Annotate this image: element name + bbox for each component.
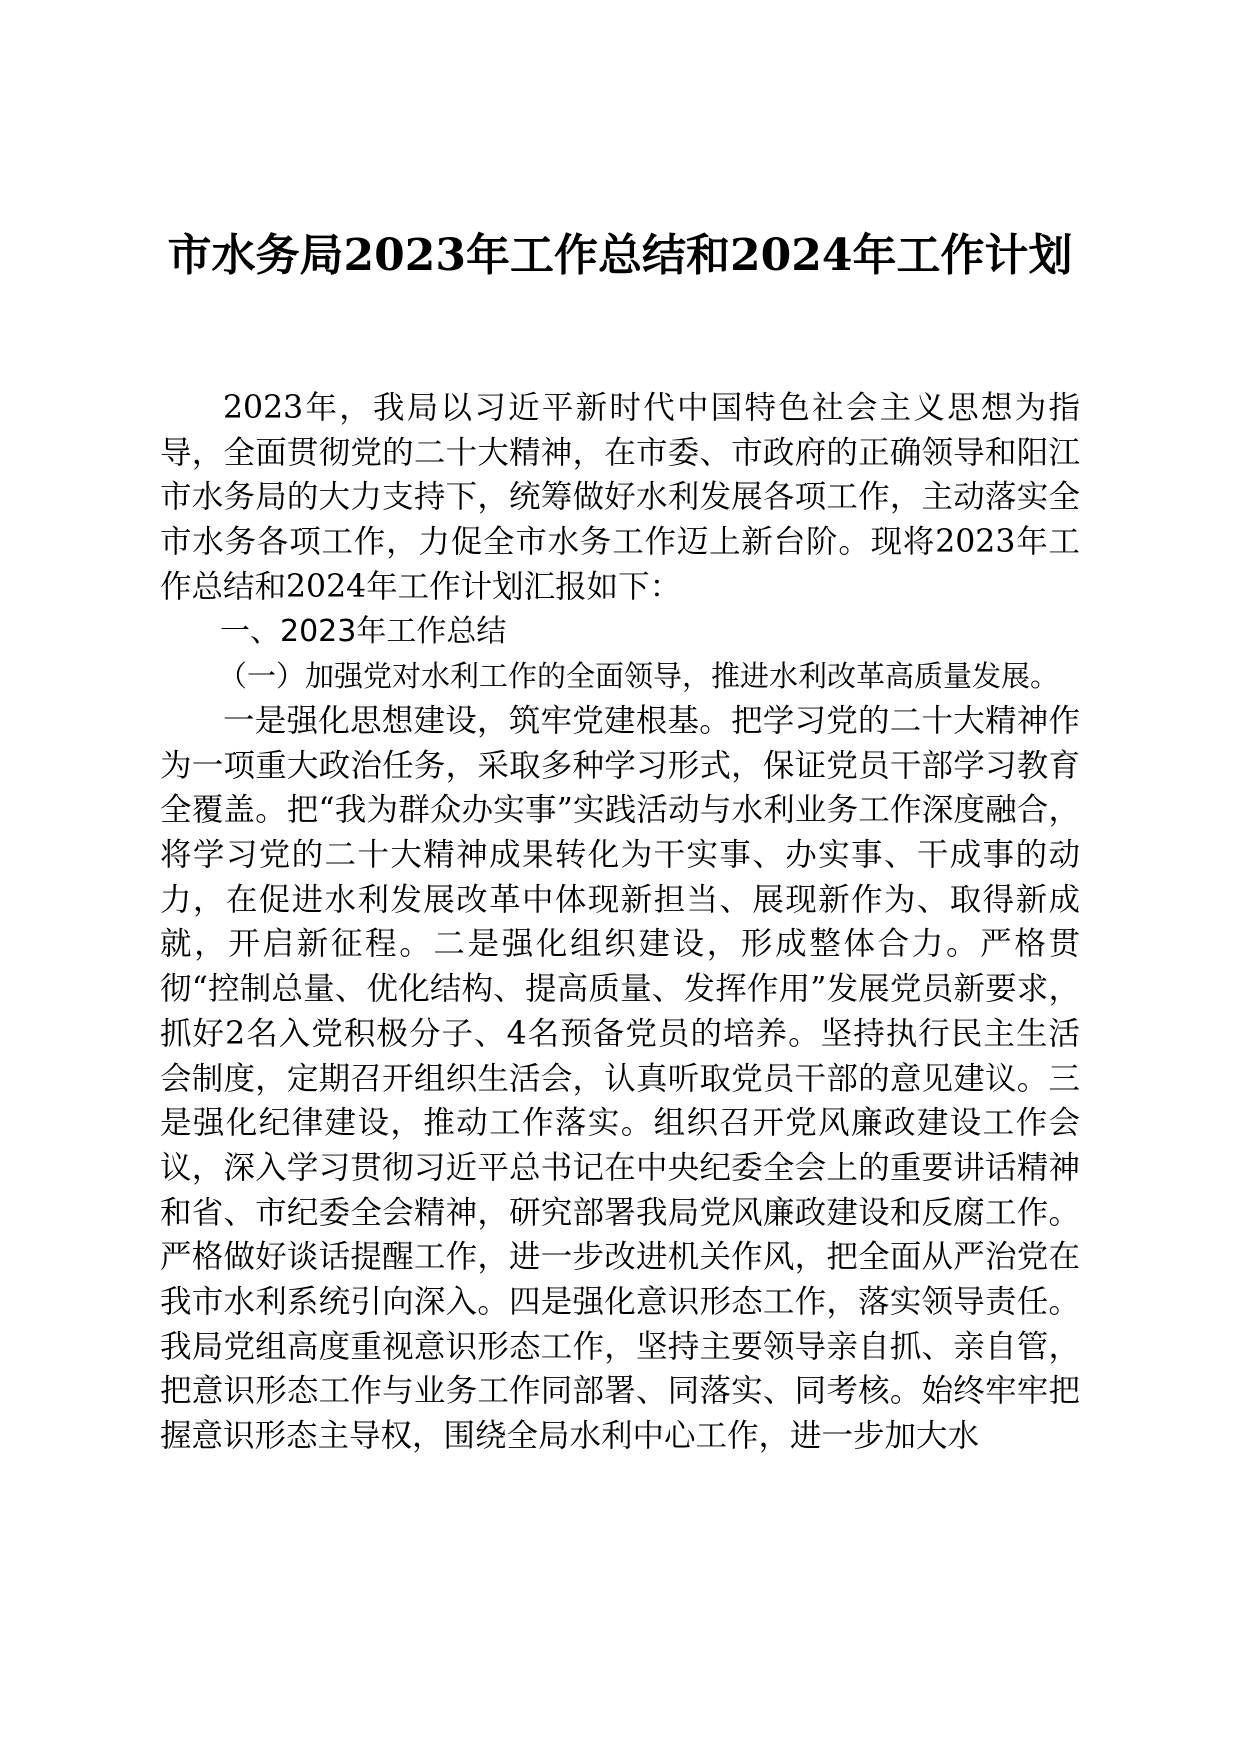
document-body xyxy=(160,386,1080,1459)
section-heading-work-summary: 一、2023年工作总结 xyxy=(220,613,507,649)
subsection-heading-party-leadership: （一）加强党对水利工作的全面领导，推进水利改革高质量发展。 xyxy=(218,659,1060,694)
document-title: 市水务局2023年工作总结和2024年工作计划 xyxy=(167,230,1073,281)
intro-paragraph: 2023年，我局以习近平新时代中国特色社会主义思想为指导，全面贯彻党的二十大精神，在市委、市政府的正确领导和阳江市水务局的大力支持下，统筹做好水利发展各项工作，主动落实全市水务各项工作，力促全市水务工作迈上新台阶。现将2023年工作总结和2024年工作计划汇报如下： xyxy=(160,390,1080,605)
subsection-body-party-leadership: 一是强化思想建设，筑牢党建根基。把学习党的二十大精神作为一项重大政治任务，采取多种学习形式，保证党员干部学习教育全覆盖。把“我为群众办实事”实践活动与水利业务工作深度融合，将学习党的二十大精神成果转化为干实事、办实事、干成事的动力，在促进水利发展改革中体现新担当、展现新作为、取得新成就，开启新征程。二是强化组织建设，形成整体合力。严格贯彻“控制总量、优化结构、提高质量、发挥作用”发展党员新要求，抓好2名入党积极分子、4名预备党员的培养。坚持执行民主生活会制度，定期召开组织生活会，认真听取党员干部的意见建议。三是强化纪律建设，推动工作落实。组织召开党风廉政建设工作会议，深入学习贯彻习近平总书记在中央纪委全会上的重要讲话精神和省、市纪委全会精神，研究部署我局党风廉政建设和反腐工作。严格做好谈话提醒工作，进一步改进机关作风，把全面从严治党在我市水利系统引向深入。四是强化意识形态工作，落实领导责任。我局党组高度重视意识形态工作，坚持主要领导亲自抓、亲自管，把意识形态工作与业务工作同部署、同落实、同考核。始终牢牢把握意识形态主导权，围绕全局水利中心工作，进一步加大水 xyxy=(160,702,1080,1455)
